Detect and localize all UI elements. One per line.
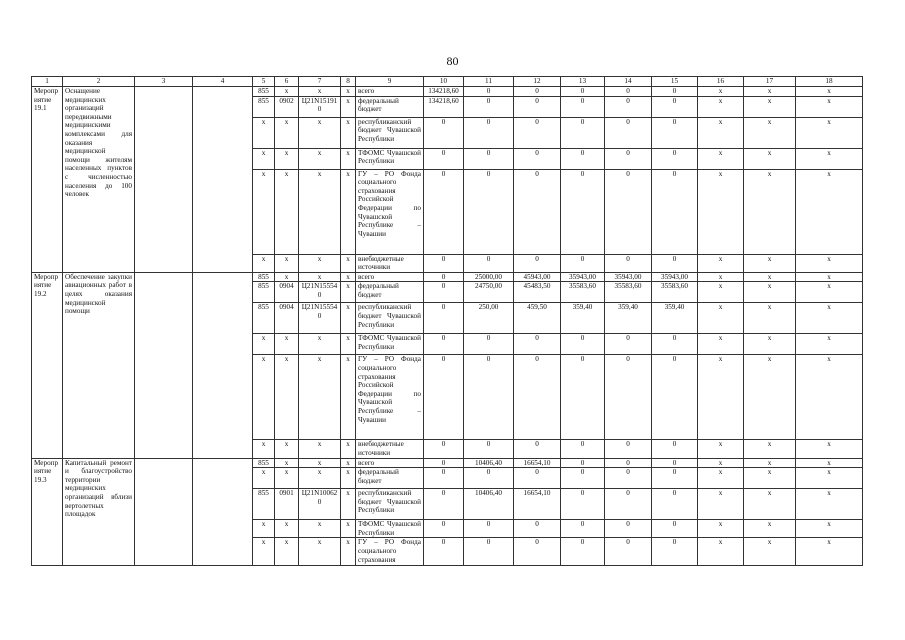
value-cell: 0: [561, 440, 605, 458]
value-cell: 0: [514, 169, 561, 254]
column-number-cell: 15: [652, 77, 698, 87]
vr-cell: х: [341, 272, 356, 282]
value-cell: 0: [652, 489, 698, 520]
rz-cell: х: [275, 468, 299, 489]
value-cell: 0: [605, 468, 652, 489]
rz-cell: х: [275, 440, 299, 458]
target-cell: х: [744, 489, 796, 520]
value-cell: 0: [605, 489, 652, 520]
value-cell: 0: [424, 520, 464, 538]
vr-cell: х: [341, 520, 356, 538]
funding-source-cell: федеральный бюджет: [356, 96, 424, 117]
value-cell: 0: [561, 334, 605, 355]
csr-cell: х: [299, 87, 341, 97]
target-cell: х: [698, 282, 744, 303]
value-cell: 35943,00: [561, 272, 605, 282]
csr-cell: Ц21N100620: [299, 489, 341, 520]
value-cell: 0: [514, 148, 561, 169]
funding-source-cell: ГУ – РО Фонда социального страхования: [356, 538, 424, 566]
value-cell: 0: [652, 520, 698, 538]
target-cell: х: [698, 303, 744, 334]
funding-source-cell: ТФОМС Чувашской Республики: [356, 148, 424, 169]
value-cell: 0: [514, 334, 561, 355]
target-cell: х: [796, 254, 863, 272]
rz-cell: 0901: [275, 489, 299, 520]
value-cell: 0: [561, 489, 605, 520]
value-cell: 0: [464, 334, 514, 355]
value-cell: 0: [514, 440, 561, 458]
rz-cell: х: [275, 117, 299, 148]
value-cell: 0: [605, 538, 652, 566]
vr-cell: х: [341, 468, 356, 489]
grbs-cell: х: [253, 538, 275, 566]
column-number-cell: 2: [63, 77, 135, 87]
vr-cell: х: [341, 254, 356, 272]
csr-cell: х: [299, 355, 341, 440]
funding-source-cell: республиканский бюджет Чувашской Республики: [356, 489, 424, 520]
target-cell: х: [698, 440, 744, 458]
target-cell: х: [698, 254, 744, 272]
funding-source-cell: всего: [356, 272, 424, 282]
value-cell: 35943,00: [652, 272, 698, 282]
table-body: [32, 87, 863, 566]
value-cell: 0: [514, 117, 561, 148]
value-cell: 0: [464, 87, 514, 97]
csr-cell: Ц21N155540: [299, 303, 341, 334]
csr-cell: х: [299, 169, 341, 254]
value-cell: 0: [652, 169, 698, 254]
target-cell: х: [698, 87, 744, 97]
empty-cell: [193, 458, 253, 566]
column-number-cell: 8: [341, 77, 356, 87]
value-cell: 0: [652, 334, 698, 355]
target-cell: х: [698, 458, 744, 468]
rz-cell: х: [275, 520, 299, 538]
target-cell: х: [744, 458, 796, 468]
csr-cell: х: [299, 117, 341, 148]
csr-cell: х: [299, 272, 341, 282]
value-cell: 0: [652, 96, 698, 117]
csr-cell: х: [299, 458, 341, 468]
value-cell: 0: [424, 458, 464, 468]
funding-source-cell: республиканский бюджет Чувашской Республики: [356, 303, 424, 334]
value-cell: 0: [605, 440, 652, 458]
target-cell: х: [698, 489, 744, 520]
vr-cell: х: [341, 440, 356, 458]
vr-cell: х: [341, 538, 356, 566]
value-cell: 459,50: [514, 303, 561, 334]
value-cell: 0: [605, 87, 652, 97]
rz-cell: х: [275, 334, 299, 355]
value-cell: 0: [424, 538, 464, 566]
target-cell: х: [744, 520, 796, 538]
target-cell: х: [698, 355, 744, 440]
column-number-cell: 10: [424, 77, 464, 87]
column-number-cell: 5: [253, 77, 275, 87]
funding-source-cell: ТФОМС Чувашской Республики: [356, 520, 424, 538]
rz-cell: 0904: [275, 282, 299, 303]
column-number-row: [32, 77, 863, 87]
target-cell: х: [796, 458, 863, 468]
target-cell: х: [796, 148, 863, 169]
value-cell: 0: [514, 468, 561, 489]
value-cell: 0: [652, 254, 698, 272]
funding-source-cell: внебюджетные источники: [356, 440, 424, 458]
target-cell: х: [744, 282, 796, 303]
value-cell: 0: [652, 468, 698, 489]
funding-source-cell: всего: [356, 458, 424, 468]
target-cell: х: [796, 489, 863, 520]
csr-cell: х: [299, 254, 341, 272]
value-cell: 0: [464, 117, 514, 148]
value-cell: 0: [464, 355, 514, 440]
target-cell: х: [796, 520, 863, 538]
funding-source-cell: ТФОМС Чувашской Республики: [356, 334, 424, 355]
value-cell: 134218,60: [424, 96, 464, 117]
grbs-cell: 855: [253, 96, 275, 117]
csr-cell: х: [299, 538, 341, 566]
funding-source-cell: всего: [356, 87, 424, 97]
value-cell: 0: [464, 96, 514, 117]
value-cell: 0: [652, 148, 698, 169]
vr-cell: х: [341, 303, 356, 334]
grbs-cell: 855: [253, 489, 275, 520]
value-cell: 0: [561, 538, 605, 566]
target-cell: х: [744, 87, 796, 97]
vr-cell: х: [341, 334, 356, 355]
table-row: [32, 87, 863, 97]
grbs-cell: 855: [253, 87, 275, 97]
value-cell: 0: [424, 468, 464, 489]
target-cell: х: [744, 117, 796, 148]
funding-source-cell: федеральный бюджет: [356, 282, 424, 303]
column-number-cell: 6: [275, 77, 299, 87]
empty-cell: [135, 87, 193, 273]
funding-source-cell: ГУ – РО Фонда социального страхования Российской Федерации по Чувашской Республике – Чувашии: [356, 355, 424, 440]
column-number-cell: 7: [299, 77, 341, 87]
value-cell: 0: [561, 458, 605, 468]
target-cell: х: [796, 440, 863, 458]
value-cell: 0: [561, 87, 605, 97]
target-cell: х: [744, 334, 796, 355]
measure-name: Мероприятие 19.1: [32, 87, 63, 273]
measure-name: Мероприятие 19.2: [32, 272, 63, 458]
target-cell: х: [796, 169, 863, 254]
column-number-cell: 9: [356, 77, 424, 87]
value-cell: 359,40: [652, 303, 698, 334]
column-number-cell: 12: [514, 77, 561, 87]
csr-cell: х: [299, 148, 341, 169]
target-cell: х: [698, 169, 744, 254]
value-cell: 359,40: [561, 303, 605, 334]
funding-source-cell: республиканский бюджет Чувашской Республики: [356, 117, 424, 148]
target-cell: х: [796, 272, 863, 282]
value-cell: 0: [605, 355, 652, 440]
value-cell: 0: [561, 254, 605, 272]
target-cell: х: [796, 538, 863, 566]
value-cell: 45483,50: [514, 282, 561, 303]
target-cell: х: [698, 538, 744, 566]
value-cell: 10406,40: [464, 489, 514, 520]
value-cell: 250,00: [464, 303, 514, 334]
value-cell: 0: [424, 440, 464, 458]
csr-cell: Ц21N151910: [299, 96, 341, 117]
value-cell: 0: [561, 96, 605, 117]
value-cell: 0: [464, 440, 514, 458]
table-row: [32, 458, 863, 468]
value-cell: 35583,60: [561, 282, 605, 303]
target-cell: х: [796, 117, 863, 148]
value-cell: 0: [605, 148, 652, 169]
target-cell: х: [796, 468, 863, 489]
target-cell: х: [744, 468, 796, 489]
value-cell: 0: [424, 282, 464, 303]
value-cell: 0: [514, 520, 561, 538]
grbs-cell: 855: [253, 458, 275, 468]
target-cell: х: [744, 440, 796, 458]
csr-cell: х: [299, 440, 341, 458]
value-cell: 0: [424, 148, 464, 169]
value-cell: 0: [605, 96, 652, 117]
value-cell: 0: [514, 538, 561, 566]
value-cell: 0: [424, 303, 464, 334]
column-number-cell: 18: [796, 77, 863, 87]
value-cell: 0: [561, 169, 605, 254]
target-cell: х: [744, 538, 796, 566]
empty-cell: [193, 272, 253, 458]
value-cell: 0: [652, 355, 698, 440]
target-cell: х: [698, 96, 744, 117]
value-cell: 25000,00: [464, 272, 514, 282]
value-cell: 0: [464, 520, 514, 538]
vr-cell: х: [341, 355, 356, 440]
value-cell: 0: [652, 458, 698, 468]
value-cell: 0: [424, 334, 464, 355]
value-cell: 0: [561, 117, 605, 148]
measure-name: Мероприятие 19.3: [32, 458, 63, 566]
value-cell: 0: [652, 440, 698, 458]
column-number-cell: 11: [464, 77, 514, 87]
value-cell: 0: [424, 272, 464, 282]
value-cell: 35583,60: [652, 282, 698, 303]
table-row: [32, 272, 863, 282]
value-cell: 0: [464, 538, 514, 566]
target-cell: х: [796, 282, 863, 303]
vr-cell: х: [341, 117, 356, 148]
value-cell: 0: [561, 355, 605, 440]
value-cell: 0: [561, 520, 605, 538]
grbs-cell: х: [253, 117, 275, 148]
column-number-cell: 3: [135, 77, 193, 87]
value-cell: 0: [605, 254, 652, 272]
value-cell: 0: [605, 458, 652, 468]
target-cell: х: [698, 468, 744, 489]
target-cell: х: [698, 520, 744, 538]
value-cell: 0: [424, 169, 464, 254]
rz-cell: 0902: [275, 96, 299, 117]
column-number-cell: 4: [193, 77, 253, 87]
rz-cell: 0904: [275, 303, 299, 334]
value-cell: 0: [464, 169, 514, 254]
empty-cell: [193, 87, 253, 273]
value-cell: 0: [424, 254, 464, 272]
value-cell: 134218,60: [424, 87, 464, 97]
vr-cell: х: [341, 489, 356, 520]
column-number-cell: 13: [561, 77, 605, 87]
value-cell: 0: [514, 96, 561, 117]
measure-description: Обеспечение закупки авиационных работ в целях оказания медицинской помощи: [63, 272, 135, 458]
budget-table: [31, 76, 863, 566]
vr-cell: х: [341, 148, 356, 169]
rz-cell: х: [275, 87, 299, 97]
funding-source-cell: федеральный бюджет: [356, 468, 424, 489]
grbs-cell: 855: [253, 303, 275, 334]
rz-cell: х: [275, 355, 299, 440]
target-cell: х: [744, 355, 796, 440]
value-cell: 45943,00: [514, 272, 561, 282]
vr-cell: х: [341, 96, 356, 117]
value-cell: 0: [605, 520, 652, 538]
grbs-cell: х: [253, 254, 275, 272]
value-cell: 16654,10: [514, 458, 561, 468]
grbs-cell: х: [253, 520, 275, 538]
value-cell: 0: [652, 87, 698, 97]
value-cell: 0: [464, 254, 514, 272]
value-cell: 0: [605, 334, 652, 355]
target-cell: х: [796, 355, 863, 440]
vr-cell: х: [341, 458, 356, 468]
csr-cell: Ц21N155540: [299, 282, 341, 303]
funding-source-cell: внебюджетные источники: [356, 254, 424, 272]
csr-cell: х: [299, 334, 341, 355]
value-cell: 0: [652, 117, 698, 148]
value-cell: 0: [561, 148, 605, 169]
value-cell: 0: [652, 538, 698, 566]
measure-description: Капитальный ремонт и благоустройство территории медицинских организаций вблизи вертолетных площадок: [63, 458, 135, 566]
rz-cell: х: [275, 538, 299, 566]
vr-cell: х: [341, 169, 356, 254]
grbs-cell: 855: [253, 272, 275, 282]
value-cell: 0: [464, 148, 514, 169]
value-cell: 10406,40: [464, 458, 514, 468]
value-cell: 35943,00: [605, 272, 652, 282]
value-cell: 0: [561, 468, 605, 489]
value-cell: 0: [514, 254, 561, 272]
rz-cell: х: [275, 272, 299, 282]
target-cell: х: [744, 303, 796, 334]
vr-cell: х: [341, 87, 356, 97]
funding-source-cell: ГУ – РО Фонда социального страхования Российской Федерации по Чувашской Республике – Чувашии: [356, 169, 424, 254]
grbs-cell: х: [253, 169, 275, 254]
value-cell: 0: [464, 468, 514, 489]
target-cell: х: [698, 117, 744, 148]
column-number-cell: 14: [605, 77, 652, 87]
target-cell: х: [698, 272, 744, 282]
measure-description: Оснащение медицинских организаций передвижными медицинскими комплексами для оказания медицинской помощи жителям населенных пунктов с численностью населения до 100 человек: [63, 87, 135, 273]
target-cell: х: [744, 254, 796, 272]
grbs-cell: х: [253, 355, 275, 440]
value-cell: 359,40: [605, 303, 652, 334]
target-cell: х: [796, 303, 863, 334]
rz-cell: х: [275, 458, 299, 468]
target-cell: х: [796, 334, 863, 355]
value-cell: 16654,10: [514, 489, 561, 520]
rz-cell: х: [275, 148, 299, 169]
value-cell: 35583,60: [605, 282, 652, 303]
rz-cell: х: [275, 169, 299, 254]
grbs-cell: х: [253, 148, 275, 169]
target-cell: х: [796, 87, 863, 97]
target-cell: х: [744, 96, 796, 117]
value-cell: 0: [514, 355, 561, 440]
empty-cell: [135, 458, 193, 566]
value-cell: 0: [424, 355, 464, 440]
target-cell: х: [744, 148, 796, 169]
column-number-cell: 17: [744, 77, 796, 87]
grbs-cell: х: [253, 468, 275, 489]
grbs-cell: х: [253, 334, 275, 355]
grbs-cell: 855: [253, 282, 275, 303]
value-cell: 0: [605, 169, 652, 254]
value-cell: 24750,00: [464, 282, 514, 303]
csr-cell: х: [299, 520, 341, 538]
target-cell: х: [796, 96, 863, 117]
column-number-cell: 16: [698, 77, 744, 87]
value-cell: 0: [514, 87, 561, 97]
value-cell: 0: [424, 117, 464, 148]
target-cell: х: [698, 334, 744, 355]
column-number-cell: 1: [32, 77, 63, 87]
vr-cell: х: [341, 282, 356, 303]
value-cell: 0: [424, 489, 464, 520]
csr-cell: х: [299, 468, 341, 489]
page-number: 80: [446, 54, 459, 68]
target-cell: х: [744, 272, 796, 282]
rz-cell: х: [275, 254, 299, 272]
target-cell: х: [698, 148, 744, 169]
target-cell: х: [744, 169, 796, 254]
empty-cell: [135, 272, 193, 458]
value-cell: 0: [605, 117, 652, 148]
grbs-cell: х: [253, 440, 275, 458]
